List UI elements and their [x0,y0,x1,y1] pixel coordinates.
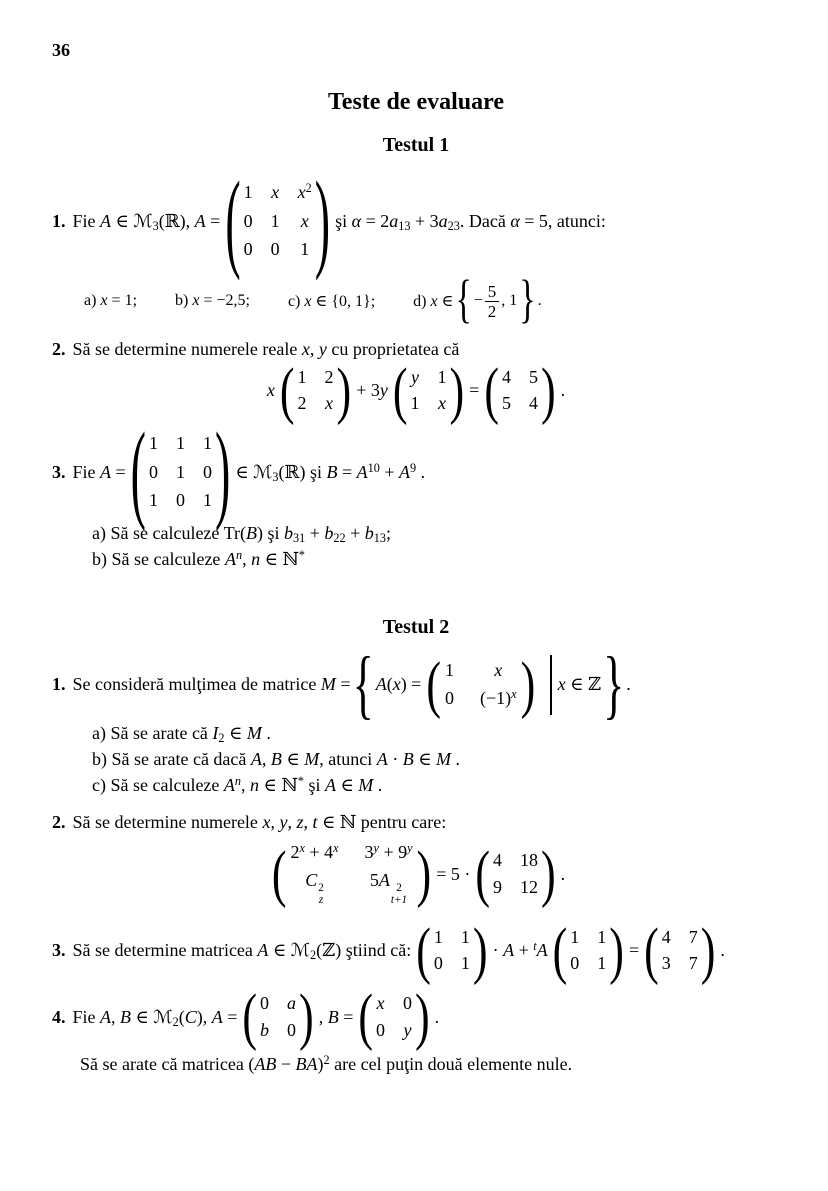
matrix-cell: 0 [570,953,580,974]
problem-text: Să se determine numerele reale x, y cu proprietatea că [72,338,460,359]
matrix-cell: 0 [403,993,413,1014]
left-paren: ( [552,914,568,986]
matrix-cell: x [300,210,309,231]
matrix-cell: $x^2$ [297,180,312,202]
matrix-cell: 5 [528,366,538,387]
t2-p1-item-a [92,723,780,744]
t1-p1-options [84,271,780,330]
matrix-cell: 4 [661,926,671,947]
coefficient: x [266,380,275,401]
equals-sign: = [628,940,640,961]
matrix-cell: 1 [270,210,280,231]
matrix-grid [431,924,473,978]
left-paren: ( [358,980,374,1052]
left-paren: ( [475,838,491,910]
matrix-cell: 5A 2 t+1 [369,870,408,907]
matrix-grid [146,428,215,517]
t1-p3-item-b [92,549,780,570]
matrix-cell: 1 [203,433,212,454]
problem-number: 3. [52,940,66,961]
period: . [720,940,725,961]
matrix-cell: 2 [324,366,334,387]
matrix-cell: $3^y + 9^y$ [364,840,413,862]
item-text: b) Să se calculeze $A^n$, n ∈ ℕ* [92,547,305,569]
matrix-cell: 0 [445,688,454,709]
right-paren: ) [415,980,430,1052]
problem-number: 1. [52,674,66,695]
left-paren: ( [130,410,146,533]
problem-number: 2. [52,338,66,359]
matrix-cell: x [438,393,446,414]
matrix-cell: 1 [300,239,310,260]
matrix-cell: 7 [688,953,698,974]
matrix-cell: 1 [149,433,158,454]
problem-text: Să se determine matricea A ∈ ℳ2(ℤ) ştiind că: [72,940,412,963]
left-paren: ( [484,354,499,426]
right-paren: ) [609,914,624,986]
fraction-denominator: 2 [485,301,500,321]
matrix-cell: C 2 z [305,870,324,907]
test1-heading: Testul 1 [382,134,450,156]
option-d [413,271,542,330]
matrix-cell: 1 [445,659,454,680]
option-b: b) x = −2,5; [175,292,250,310]
option-d-rest: , 1 [501,292,518,310]
item-text: Să se arate că matricea (AB − BA)$^2$ are cel puţin două elemente nule. [80,1053,573,1075]
problem-text: şi α = 2a13 + 3a23. Dacă α = 5, atunci: [335,210,606,233]
right-paren: ) [700,914,716,986]
matrix-cell: 0 [376,1019,386,1040]
matrix-cell: 1 [176,433,185,454]
matrix-cell: x [271,182,280,202]
matrix-grid [499,364,541,418]
t2-problem-4 [52,980,780,1052]
matrix-cell: 0 [260,993,270,1014]
item-text: c) Să se calculeze $A^n$, n ∈ ℕ* şi A ∈ M . [92,773,383,795]
t1-problem-3 [52,410,780,533]
right-paren: ) [472,914,488,986]
option-a: a) x = 1; [84,292,138,310]
problem-text: Fie A, B ∈ ℳ2(C), A = [72,1006,238,1029]
right-paren: ) [314,158,331,282]
matrix-b [358,980,430,1052]
left-paren: ( [416,914,431,986]
page-number: 36 [52,40,70,60]
matrix-grid [241,177,315,266]
option-c: c) x ∈ {0, 1}; [287,293,376,311]
problem-number: 4. [52,1006,66,1027]
period: . [560,380,566,401]
problem-number: 1. [52,210,66,231]
matrix-cell: $2^x + 4^x$ [290,840,339,862]
item-text: a) Să se calculeze Tr(B) şi b31 + b22 + b13; [92,522,391,545]
right-brace: } [519,271,536,330]
matrix-cell: b [260,1019,270,1040]
matrix-cell: 1 [176,461,185,482]
matrix-grid [567,924,609,978]
right-paren: ) [449,354,465,426]
t1-p2-equation [52,354,780,426]
matrix-cell: 1 [433,926,443,947]
matrix-grid [373,990,415,1044]
matrix-cell: 4 [528,393,538,414]
right-paren: ) [215,410,231,533]
matrix-cell: 0 [203,461,212,482]
fraction-numerator: 5 [487,281,497,301]
right-paren: ) [416,838,432,910]
test2-heading: Testul 2 [382,615,450,638]
minus-sign: − [473,292,483,310]
t2-problem-1 [52,641,780,727]
left-brace: { [455,271,472,330]
t2-p4-final [80,1054,780,1075]
item-text: b) Să se arate că dacă A, B ∈ M, atunci A · B ∈ M . [92,748,461,769]
matrix-cell: 0 [149,461,158,482]
t1-problem-1 [52,158,780,282]
matrix-cell: 4 [501,366,511,387]
matrix-cell: 0 [243,239,253,260]
left-paren: ( [392,354,408,426]
option-d-period: . [537,292,542,310]
right-paren: ) [540,354,556,426]
matrix-cell: 1 [597,926,607,947]
period: . [626,674,631,695]
matrix-cell: y [403,1019,412,1040]
matrix-cell: 0 [176,490,185,511]
fraction [485,282,500,321]
item-text: a) Să se arate că I2 ∈ M . [92,722,271,745]
left-brace: { [352,641,374,727]
matrix-cell: 9 [493,876,503,897]
right-paren: ) [520,648,536,720]
matrix-cell: 0 [287,1019,297,1040]
matrix [552,914,624,986]
matrix-grid [441,657,521,713]
matrix-a [130,410,231,533]
matrix-cell: 2 [297,393,307,414]
matrix-cell: 1 [597,953,607,974]
matrix [484,354,556,426]
problem-number: 2. [52,811,66,832]
matrix-cell: $(-1)^x$ [480,687,517,709]
problem-number: 3. [52,461,66,482]
matrix-cell: 1 [460,953,470,974]
problem-text: Se consideră mulţimea de matrice M = [72,674,351,695]
equals-sign: = [469,380,480,401]
matrix [475,838,556,910]
matrix-grid [295,364,337,418]
matrix-cell: 18 [520,850,539,871]
left-paren: ( [271,838,287,910]
matrix-grid [286,839,416,910]
matrix [272,839,431,910]
equation-mid: = 5 · [436,863,471,884]
matrix-cell: 12 [520,876,539,897]
matrix [426,648,536,720]
set-condition: x ∈ ℤ [557,674,602,695]
matrix-cell: x [494,659,503,680]
matrix-grid [659,924,701,978]
matrix-cell: 3 [661,953,671,974]
problem-text: Fie A = [72,461,126,482]
matrix-cell: x [325,393,334,414]
left-paren: ( [644,914,659,986]
left-paren: ( [426,648,441,720]
t2-p2-equation [52,839,780,910]
problem-text: Să se determine numerele x, y, z, t ∈ ℕ pentru care: [72,811,447,832]
matrix-cell: 4 [493,850,503,871]
period: . [434,1006,440,1027]
right-paren: ) [336,354,352,426]
right-paren: ) [541,838,556,910]
matrix-cell: 1 [460,926,470,947]
matrix-grid [490,847,541,901]
t2-problem-3 [52,914,780,986]
equation-mid: , B = [318,1006,354,1027]
t2-p1-item-c [92,775,780,796]
equation-mid: + 3y [356,380,388,401]
right-paren: ) [299,980,314,1052]
t2-problem-2 [52,812,780,833]
t1-problem-2 [52,339,780,360]
matrix-grid [257,990,299,1044]
matrix-cell: 1 [203,490,212,511]
matrix [644,914,716,986]
left-paren: ( [242,980,258,1052]
problem-text: ∈ ℳ3(ℝ) şi $B = A^{10} + A^9$ . [235,460,426,484]
left-paren: ( [279,354,295,426]
problem-text: Fie A ∈ ℳ3(ℝ), A = [72,210,221,233]
matrix-cell: 1 [149,490,158,511]
matrix-grid [408,364,450,418]
right-brace: } [603,641,625,727]
matrix-cell: 1 [570,926,580,947]
matrix [279,354,352,426]
matrix-cell: 7 [688,926,698,947]
matrix-cell: 5 [501,393,511,414]
matrix-cell: 0 [243,210,253,231]
document-title: Teste de evaluare [328,89,504,115]
period: . [560,863,566,884]
left-paren: ( [225,158,241,282]
matrix [392,354,465,426]
matrix-cell: 0 [270,239,280,260]
matrix-cell: 1 [410,393,420,414]
matrix-cell: 1 [297,366,307,387]
set-element: A(x) = [375,674,422,695]
matrix-cell: x [376,993,385,1014]
matrix-cell: 0 [433,953,443,974]
matrix [416,914,488,986]
option-d-text: d) x ∈ [413,293,454,311]
matrix-a [225,158,331,282]
matrix-cell: y [411,366,419,387]
t2-p1-item-b [92,749,780,770]
matrix-cell: a [287,993,297,1014]
matrix-a [242,980,314,1052]
equation-mid: · A + $^t$A [492,939,548,961]
matrix-cell: 1 [243,182,253,202]
t1-p3-item-a [92,523,780,544]
set-builder-bar [550,655,551,715]
matrix-cell: 1 [437,366,447,387]
